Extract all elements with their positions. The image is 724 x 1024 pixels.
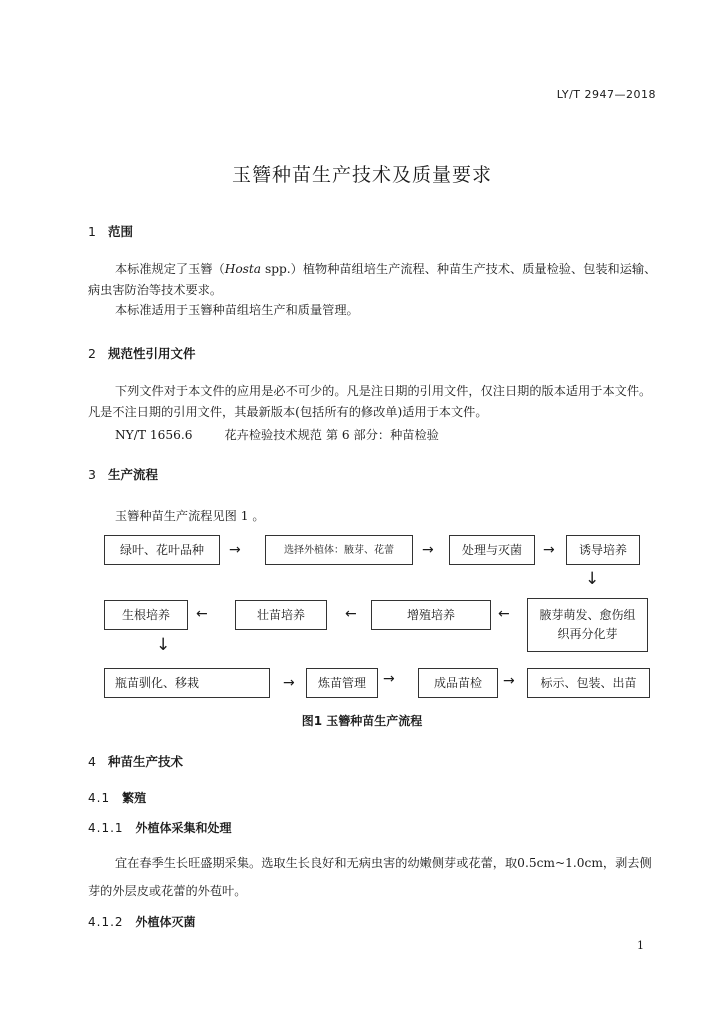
flow-box-multiplication: 增殖培养 [371,600,491,630]
arrow-left-icon: ← [196,606,208,622]
subsection-number: 4.1.2 [88,915,124,929]
subsection-number: 4.1 [88,791,111,805]
arrow-left-icon: ← [498,606,510,622]
subsection-title: 繁殖 [122,791,147,805]
reference-title: 花卉检验技术规范 第 6 部分：种苗检验 [224,428,439,442]
arrow-down-icon: ↓ [585,569,600,589]
flow-box-labeling: 标示、包装、出苗 [527,668,650,698]
flow-box-induction: 诱导培养 [566,535,640,565]
flow-box-bud-sprouting: 腋芽萌发、愈伤组织再分化芽 [527,598,648,652]
arrow-left-icon: ← [345,606,357,622]
subsection-number: 4.1.1 [88,821,124,835]
section-title: 生产流程 [108,467,159,482]
genus-name: Hosta [224,262,262,276]
section-number: 2 [88,346,96,361]
arrow-right-icon: → [229,542,241,558]
reference-code: NY/T 1656.6 [115,428,193,442]
paragraph: 玉簪种苗生产流程见图 1 。 [115,509,265,523]
subsection-heading [88,913,196,930]
paragraph: 本标准规定了玉簪（Hosta spp.）植物种苗组培生产流程、种苗生产技术、质量检验、包装和运输、病虫害防治等技术要求。 [88,262,657,297]
section-number: 3 [88,467,96,482]
flow-box-sterilization: 处理与灭菌 [449,535,535,565]
subsection-heading [88,789,146,806]
flow-box-inspection: 成品苗检 [418,668,498,698]
subsection-title: 外植体灭菌 [135,915,196,929]
figure-caption: 图1 玉簪种苗生产流程 [301,714,423,728]
section-number: 4 [88,754,96,769]
flow-box-strong-seedling: 壮苗培养 [235,600,327,630]
arrow-right-icon: → [383,671,395,687]
arrow-right-icon: → [543,542,555,558]
subsection-title: 外植体采集和处理 [135,821,232,835]
paragraph: 宜在春季生长旺盛期采集。选取生长良好和无病虫害的幼嫩侧芽或花蕾，取0.5cm~1.0cm，剥去侧芽的外层皮或花蕾的外苞叶。 [88,856,652,898]
arrow-right-icon: → [283,675,295,691]
flow-box-explant-selection: 选择外植体：腋芽、花蕾 [265,535,413,565]
flow-box-rooting: 生根培养 [104,600,188,630]
document-title: 玉簪种苗生产技术及质量要求 [231,164,492,186]
normative-reference [88,425,663,446]
flow-box-hardening: 炼苗管理 [306,668,378,698]
paragraph: 本标准适用于玉簪种苗组培生产和质量管理。 [115,303,359,317]
section-heading [88,752,183,770]
section-title: 种苗生产技术 [108,754,184,769]
section-heading [88,465,158,483]
section-number: 1 [88,224,96,239]
flow-box-acclimatization: 瓶苗驯化、移栽 [104,668,270,698]
section-title: 范围 [108,224,134,239]
section-heading [88,344,196,362]
arrow-right-icon: → [422,542,434,558]
section-title: 规范性引用文件 [108,346,196,361]
arrow-right-icon: → [503,673,515,689]
section-heading [88,222,133,240]
paragraph: 下列文件对于本文件的应用是必不可少的。凡是注日期的引用文件，仅注日期的版本适用于本文件。凡是不注日期的引用文件，其最新版本(包括所有的修改单)适用于本文件。 [88,384,652,419]
document-number: LY/T 2947—2018 [556,88,656,101]
subsection-heading [88,819,232,836]
page-number: 1 [637,939,644,952]
arrow-down-icon: ↓ [156,635,171,655]
flow-box-cultivar: 绿叶、花叶品种 [104,535,220,565]
